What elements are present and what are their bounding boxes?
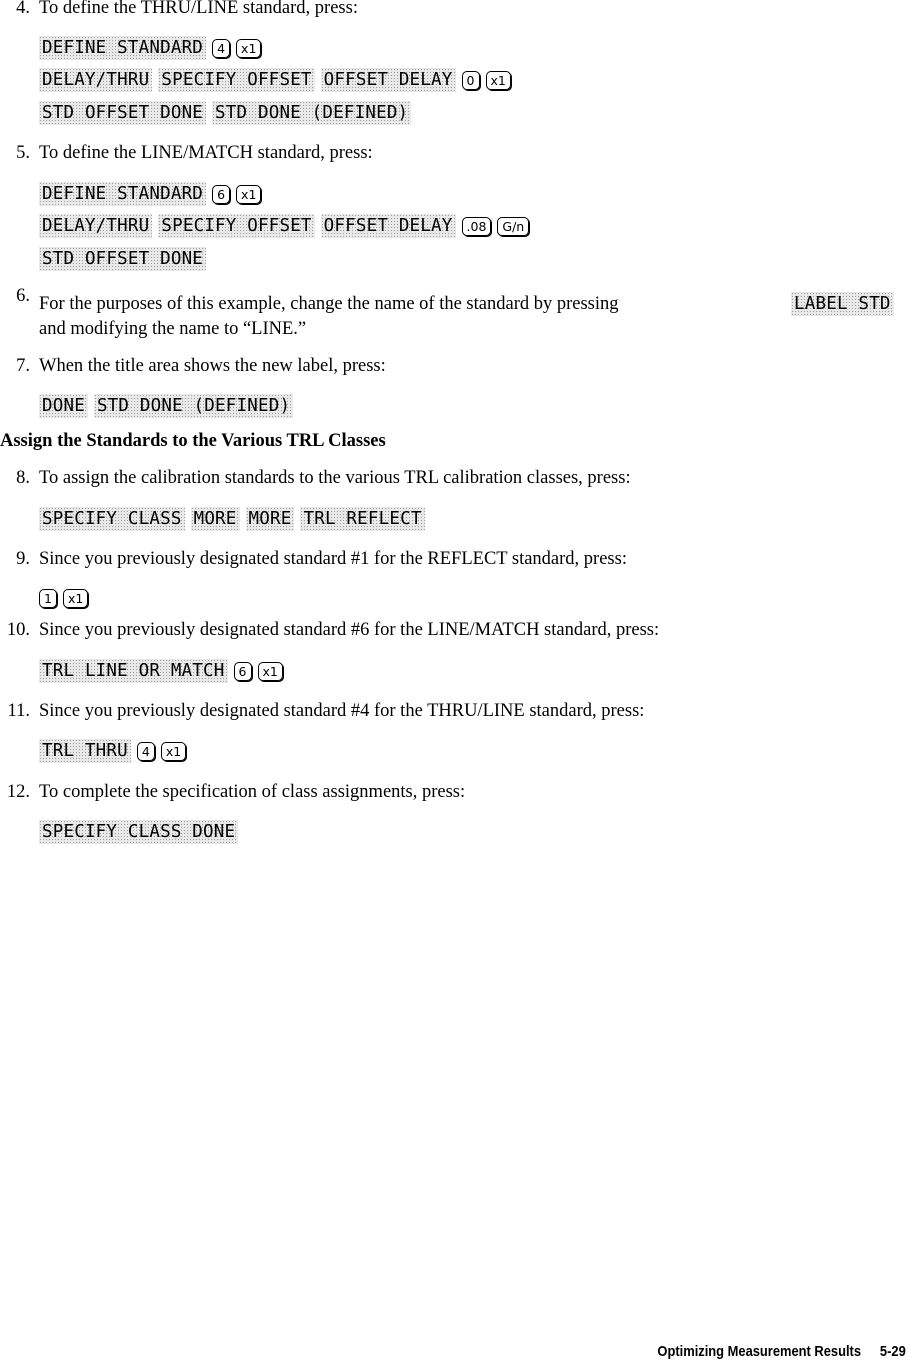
key-sequence <box>39 67 517 93</box>
hardkey-x1: x1 <box>236 185 261 204</box>
step-text: To complete the specification of class assignments, press: <box>39 782 466 802</box>
footer-section-title: Optimizing Measurement Results <box>657 1343 862 1360</box>
page-number: 5-29 <box>880 1343 906 1360</box>
softkey-std-done-defined: STD DONE (DEFINED) <box>94 394 293 418</box>
hardkey-g-n: G/n <box>497 217 529 236</box>
hardkey-x1: x1 <box>236 39 261 58</box>
softkey-specify-offset: SPECIFY OFFSET <box>158 214 314 238</box>
hardkey-6: 6 <box>234 662 252 681</box>
key-sequence <box>39 738 192 764</box>
step-number: 5. <box>16 143 30 163</box>
key-sequence <box>39 819 244 845</box>
softkey-std-offset-done: STD OFFSET DONE <box>39 101 206 125</box>
softkey-more: MORE <box>191 507 240 531</box>
softkey-trl-reflect: TRL REFLECT <box>300 507 424 531</box>
step-number: 7. <box>16 356 30 376</box>
softkey-delay-thru: DELAY/THRU <box>39 68 152 92</box>
softkey-trl-line-or-match: TRL LINE OR MATCH <box>39 659 228 683</box>
hardkey-x1: x1 <box>63 589 88 608</box>
step-text: When the title area shows the new label, press: <box>39 356 386 376</box>
softkey-offset-delay: OFFSET DELAY <box>321 214 456 238</box>
softkey-offset-delay: OFFSET DELAY <box>321 68 456 92</box>
hardkey-4: 4 <box>212 39 230 58</box>
hardkey-0: 0 <box>462 71 480 90</box>
key-sequence <box>39 181 267 207</box>
section-heading: Assign the Standards to the Various TRL Classes <box>0 431 386 451</box>
step-text: Since you previously designated standard #1 for the REFLECT standard, press: <box>39 549 627 569</box>
step-number: 6. <box>16 286 30 306</box>
step-number: 4. <box>16 0 30 18</box>
step-number: 8. <box>16 468 30 488</box>
softkey-more: MORE <box>246 507 295 531</box>
key-sequence <box>39 393 299 419</box>
hardkey-4: 4 <box>137 742 155 761</box>
softkey-specify-class: SPECIFY CLASS <box>39 507 185 531</box>
step-text-line-2: and modifying the name to “LINE.” <box>39 319 307 339</box>
step-text: To define the THRU/LINE standard, press: <box>39 0 358 18</box>
key-sequence <box>39 506 431 532</box>
key-sequence <box>39 213 535 239</box>
softkey-define-standard: DEFINE STANDARD <box>39 36 206 60</box>
softkey-std-offset-done: STD OFFSET DONE <box>39 247 206 271</box>
key-sequence <box>39 35 267 61</box>
hardkey-x1: x1 <box>486 71 511 90</box>
page-footer <box>658 1343 906 1360</box>
softkey-delay-thru: DELAY/THRU <box>39 214 152 238</box>
key-sequence <box>39 100 417 126</box>
key-sequence <box>39 246 212 272</box>
step-text: Since you previously designated standard #4 for the THRU/LINE standard, press: <box>39 701 645 721</box>
step-text: To assign the calibration standards to the various TRL calibration classes, press: <box>39 468 631 488</box>
key-sequence <box>39 585 94 611</box>
step-number: 9. <box>16 549 30 569</box>
softkey-label-std: LABEL STD <box>791 292 894 316</box>
softkey-done: DONE <box>39 394 88 418</box>
key-sequence <box>39 658 289 684</box>
step-number: 12. <box>6 782 30 802</box>
hardkey-6: 6 <box>212 185 230 204</box>
hardkey-point-08: .08 <box>462 217 492 236</box>
step-text-line-1: For the purposes of this example, change the name of the standard by pressing <box>39 294 619 314</box>
softkey-specify-offset: SPECIFY OFFSET <box>158 68 314 92</box>
step-number: 11. <box>7 701 30 721</box>
hardkey-x1: x1 <box>161 742 186 761</box>
step-text: Since you previously designated standard #6 for the LINE/MATCH standard, press: <box>39 620 660 640</box>
hardkey-x1: x1 <box>258 662 283 681</box>
hardkey-1: 1 <box>39 589 57 608</box>
step-text: To define the LINE/MATCH standard, press: <box>39 143 373 163</box>
softkey-std-done-defined: STD DONE (DEFINED) <box>212 101 411 125</box>
softkey-specify-class-done: SPECIFY CLASS DONE <box>39 820 238 844</box>
softkey-define-standard: DEFINE STANDARD <box>39 182 206 206</box>
softkey-trl-thru: TRL THRU <box>39 739 131 763</box>
step-number: 10. <box>6 620 30 640</box>
